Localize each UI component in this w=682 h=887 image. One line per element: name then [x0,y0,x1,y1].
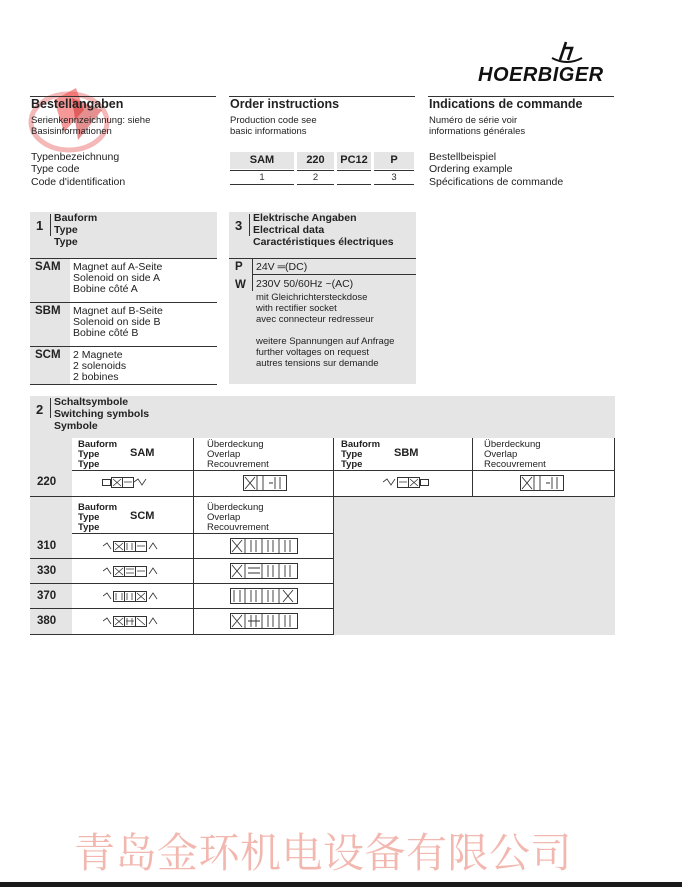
sec1-row-code: SAM [35,261,61,273]
sec2-row-code: 310 [37,540,57,552]
sec1-row-line: Bobine côté A [73,283,138,295]
sec1-title-2: Type [54,224,78,236]
sec2-row-code: 220 [37,476,57,488]
sec3-title-3: Caractéristiques électriques [253,236,394,248]
sec3-row-code: W [235,279,246,291]
sec2-num: 2 [36,402,44,417]
hdr-type-sbm: SBM [394,447,419,459]
overlap-label: Überdeckung [484,439,541,450]
hdr-type-sam: SAM [130,447,155,459]
sec3-row-text: 24V ═(DC) [256,261,308,273]
sec1-title-1: Bauform [54,212,98,224]
overlap-scm-310 [230,538,298,559]
col-fr-line-2: informations générales [429,126,526,137]
sec1-row-code: SBM [35,305,61,317]
col-de-line-1: Serienkennzeichnung: siehe [31,115,151,126]
sec3-title-2: Electrical data [253,224,325,236]
col-fr-title: Indications de commande [429,97,583,111]
overlap-label: Overlap [207,512,241,523]
sec2-row-code: 380 [37,615,57,627]
symbol-sam-220 [102,475,148,494]
overlap-label: Recouvrement [207,459,269,470]
sec1-row-line: Solenoid on side A [73,272,160,284]
sec3-row-code: P [235,261,243,273]
hdr-label: Type [78,449,100,460]
hoerbiger-logo [478,36,618,86]
sec2-title-1: Schaltsymbole [54,396,129,408]
col-de-label-3: Code d'identification [31,176,126,188]
overlap-label: Recouvrement [484,459,546,470]
col-en-line-1: Production code see [230,115,317,126]
overlap-label: Overlap [207,449,241,460]
hdr-label: Type [341,459,363,470]
symbol-scm-310 [103,539,159,558]
col-de-line-2: Basisinformationen [31,126,112,137]
symbol-scm-370 [103,589,159,608]
hdr-label: Type [78,512,100,523]
overlap-label: Überdeckung [207,439,264,450]
col-fr-line-1: Numéro de série voir [429,115,518,126]
overlap-label: Überdeckung [207,502,264,513]
watermark-text: 青岛金环机电设备有限公司 [74,829,572,877]
overlap-label: Recouvrement [207,522,269,533]
overlap-sam-220 [243,475,287,496]
overlap-scm-330 [230,563,298,584]
sec1-num: 1 [36,218,44,233]
overlap-sbm-220 [520,475,564,496]
sec1-title-3: Type [54,236,78,248]
symbol-sbm-220 [383,475,429,494]
sec2-row-code: 370 [37,590,57,602]
col-en-line-2: basic informations [230,126,307,137]
col-de-title: Bestellangaben [31,97,124,111]
hdr-label: Bauform [341,439,381,450]
code-part-2: 220 [297,152,334,169]
sec2-title-3: Symbole [54,420,98,432]
sec3-title-1: Elektrische Angaben [253,212,357,224]
sec1-row-line: Solenoid on side B [73,316,161,328]
sec3-row-text: 230V 50/60Hz ~(AC) [256,278,354,290]
sec3-note: avec connecteur redresseur [256,314,374,325]
symbol-scm-380 [103,614,159,633]
hdr-label: Type [341,449,363,460]
sec2-row-code: 330 [37,565,57,577]
sec3-note: mit Gleichrichtersteckdose [256,292,368,303]
sec3-note: autres tensions sur demande [256,358,379,369]
col-en-title: Order instructions [230,97,340,111]
brand-name: HOERBIGER [478,64,604,86]
col-de-label-2: Type code [31,163,80,175]
sec1-row-line: 2 solenoids [73,360,127,372]
sec3-note: further voltages on request [256,347,370,358]
sec3-note: weitere Spannungen auf Anfrage [256,336,395,347]
sec1-row-code: SCM [35,349,61,361]
code-part-4: P [374,152,414,169]
col-fr-label-3: Spécifications de commande [429,176,564,188]
overlap-scm-380 [230,613,298,634]
sec3-num: 3 [235,218,243,233]
code-part-3: PC12 [337,152,371,169]
sec1-row-line: Magnet auf B-Seite [73,305,163,317]
code-num-1: 1 [259,172,265,183]
overlap-scm-370 [230,588,298,609]
code-num-4: 3 [391,172,397,183]
col-fr-label-2: Ordering example [429,163,513,175]
overlap-label: Overlap [484,449,518,460]
col-de-label-1: Typenbezeichnung [31,151,120,163]
hdr-label: Bauform [78,502,118,513]
symbol-scm-330 [103,564,159,583]
hdr-label: Type [78,459,100,470]
hdr-type-scm: SCM [130,510,155,522]
sec1-row-line: 2 bobines [73,371,119,383]
col-fr-label-1: Bestellbeispiel [429,151,497,163]
code-part-1: SAM [230,152,294,169]
sec1-row-line: Magnet auf A-Seite [73,261,163,273]
code-num-2: 2 [312,172,319,183]
sec2-title-2: Switching symbols [54,408,150,420]
hdr-label: Type [78,522,100,533]
sec3-note: with rectifier socket [256,303,337,314]
sec1-row-line: 2 Magnete [73,349,123,361]
hdr-label: Bauform [78,439,118,450]
sec1-row-line: Bobine côté B [73,327,139,339]
